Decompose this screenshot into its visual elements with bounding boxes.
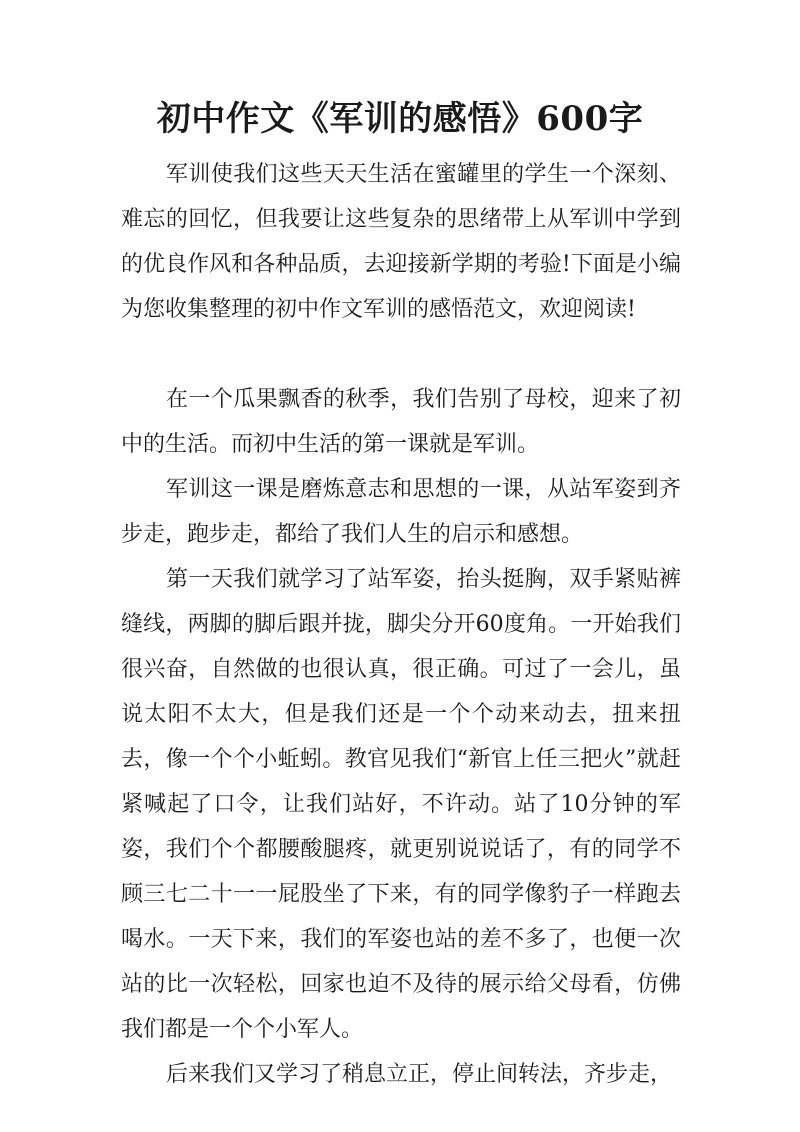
document-title: 初中作文《军训的感悟》600字: [156, 99, 644, 139]
paragraph-3: 第一天我们就学习了站军姿，抬头挺胸，双手紧贴裤缝线，两脚的脚后跟并拢，脚尖分开60度角。一开始我们很兴奋，自然做的也很认真，很正确。可过了一会儿，虽说太阳不太大，但是我们还是一个个动来动去，扭来扭去，像一个个小蚯蚓。教官见我们“新官上任三把火”就赶紧喊起了口令，让我们站好，不许动。站了10分钟的军姿，我们个个都腰酸腿疼，就更别说说话了，有的同学不顾三七二十一一屁股坐了下来，有的同学像豹子一样跑去喝水。一天下来，我们的军姿也站的差不多了，也便一次站的比一次轻松，回家也迫不及待的展示给父母看，仿佛我们都是一个个小军人。: [121, 567, 681, 1042]
paragraph-spacer: [121, 332, 681, 377]
paragraph-intro: 军训使我们这些天天生活在蜜罐里的学生一个深刻、难忘的回忆，但我要让这些复杂的思绪带上从军训中学到的优良作风和各种品质，去迎接新学期的考验!下面是小编为您收集整理的初中作文军训的感悟范文，欢迎阅读!: [121, 162, 681, 322]
document-body: [121, 152, 681, 1097]
paragraph-1: 在一个瓜果飘香的秋季，我们告别了母校，迎来了初中的生活。而初中生活的第一课就是军训。: [121, 387, 681, 457]
paragraph-2: 军训这一课是磨炼意志和思想的一课，从站军姿到齐步走，跑步走，都给了我们人生的启示和感想。: [121, 477, 681, 547]
paragraph-4: 后来我们又学习了稍息立正，停止间转法，齐步走，: [166, 1062, 673, 1087]
